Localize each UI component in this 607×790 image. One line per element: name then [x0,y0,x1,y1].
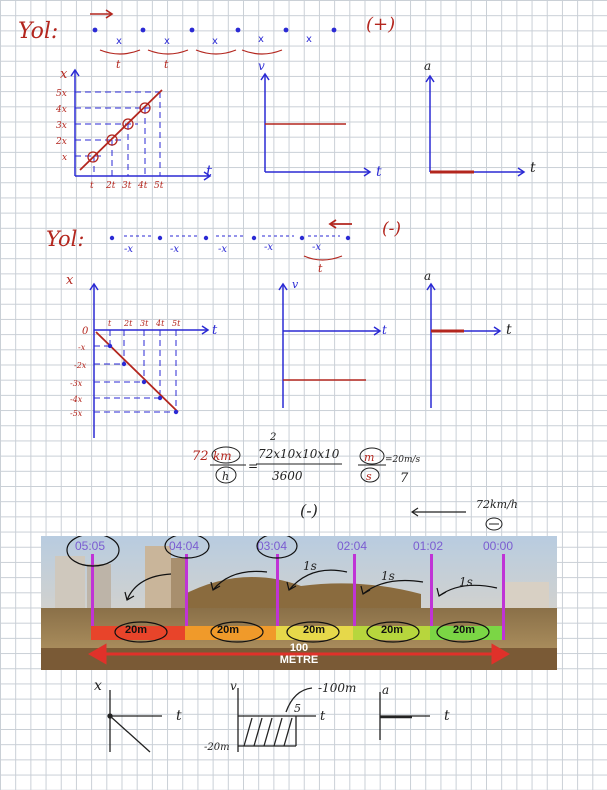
svg-text:=: = [248,459,259,473]
s1-vt-vlabel: v [258,59,265,73]
s1-vt-graph [261,74,370,176]
s2-xt-xlabel: x [66,273,74,288]
s1-tick-3x: 3x [56,121,67,131]
s1-xt-xlabel: x [60,67,68,82]
s2-tick-0: 0 [82,326,89,337]
direction-left-arrow [412,508,466,516]
s2-xt-tlabel: t [212,323,218,338]
s1-tick-2x: 2x [56,137,67,147]
s1-ttick-2: 2t [106,181,116,191]
s1-ttick-3: 3t [122,181,132,191]
interval-label-1: 1s [303,559,317,573]
s2-vt-graph [279,284,380,408]
s2-at-alabel: a [424,269,432,283]
s1-dot-row [93,28,337,47]
svg-text:x: x [116,36,122,47]
s2-tick-5x: -5x [70,409,83,418]
conv-rhs-value: =20m/s [385,455,421,465]
bottom-vt-vlabel: v [230,679,237,693]
s2-tick-3x: -3x [70,379,83,388]
bottom-xt-xlabel: x [94,678,102,694]
s1-ttick-4: 4t [138,181,148,191]
segment-label-5: 20m [453,624,476,636]
s2-xt-graph [90,284,208,438]
segment-label-2: 20m [217,624,240,636]
conv-mid-bottom: 3600 [272,469,303,483]
s2-at-graph [427,284,500,408]
svg-text:7: 7 [400,471,409,486]
time-label-1: 05:05 [75,539,106,553]
s1-xt-tlabel: t [206,162,213,180]
total-distance-number: 100 [289,642,309,654]
s1-interval-braces [100,50,282,54]
s2-tick-x: -x [78,343,86,352]
conv-lhs-unit-bottom: h [222,470,230,483]
svg-text:x: x [306,34,312,45]
s1-brace-label-1: t [116,58,121,71]
s2-brace [304,256,342,260]
s1-xt-graph [71,70,210,180]
bottom-at-alabel: a [382,683,390,697]
segment-label-4: 20m [381,624,404,636]
bottom-xt-tlabel: t [176,708,182,724]
s2-ttick-3: 3t [140,319,149,328]
bottom-vt-tlabel: t [320,709,326,724]
bottom-xt-sketch [108,690,162,752]
s2-brace-label: t [318,262,323,275]
s2-title: Yol: [46,227,85,251]
s2-ttick-5: 5t [172,319,181,328]
unit-conversion [192,432,421,486]
s2-dist-3: -x [218,244,228,255]
conv-rhs-unit-bottom: s [366,470,372,483]
segment-label-3: 20m [303,624,326,636]
time-label-2: 04:04 [169,539,200,553]
interval-label-2: 1s [381,569,395,583]
s1-ttick-1: t [90,181,94,191]
s2-ttick-2: 2t [124,319,133,328]
interval-label-3: 1s [459,575,473,589]
svg-text:x: x [212,36,218,47]
s2-vt-tlabel: t [382,323,387,337]
s2-at-tlabel: t [506,322,512,338]
s2-dot-row [110,236,350,240]
s2-ttick-4: 4t [156,319,165,328]
s2-direction: (-) [382,219,402,239]
s1-title: Yol: [18,19,59,44]
s2-dist-4: -x [264,242,274,253]
time-label-5: 01:02 [413,539,444,553]
s1-brace-label-2: t [164,58,169,71]
bottom-vt-sketch [238,688,316,752]
s1-direction: (+) [366,14,396,35]
time-label-6: 00:00 [483,539,514,553]
conv-rhs-unit-top: m [364,451,375,464]
s2-ttick-1: t [108,319,112,328]
s1-at-tlabel: t [530,160,536,176]
bottom-velocity: -20m [204,742,230,753]
s1-tick-5x: 5x [56,89,67,99]
bottom-at-sketch [380,692,430,740]
total-distance-unit: METRE [279,654,319,666]
s2-direction-arrow [330,220,352,228]
segment-label-1: 20m [125,624,148,636]
s1-direction-arrow [90,10,112,18]
s2-dist-5: -x [312,242,322,253]
s1-ttick-5: 5t [154,181,164,191]
bottom-time: 5 [294,702,301,715]
conv-mid-small: 2 [270,432,277,443]
svg-text:x: x [258,34,264,45]
conv-sign: (-) [300,501,318,520]
bottom-distance: -100m [318,681,357,695]
conv-lhs-unit-top: km [213,449,232,463]
s1-tick-4x: 4x [56,105,67,115]
time-label-3: 03:04 [257,539,288,553]
time-label-4: 02:04 [337,539,368,553]
s1-tick-x: x [62,153,68,163]
s2-tick-2x: -2x [74,361,87,370]
conv-lhs-number: 72 [192,449,209,464]
s2-vt-vlabel: v [292,278,299,291]
conv-mid-top: 72x10x10x10 [258,447,340,461]
landscape-photo-strip [41,536,557,670]
s1-at-graph [426,76,524,176]
s2-dist-1: -x [124,244,134,255]
s2-dist-2: -x [170,244,180,255]
svg-text:x: x [164,36,170,47]
s1-at-alabel: a [424,59,432,73]
s1-vt-tlabel: t [376,164,382,180]
s2-tick-4x: -4x [70,395,83,404]
conv-arrow-note: 72km/h [476,498,518,511]
bottom-at-tlabel: t [444,708,450,724]
